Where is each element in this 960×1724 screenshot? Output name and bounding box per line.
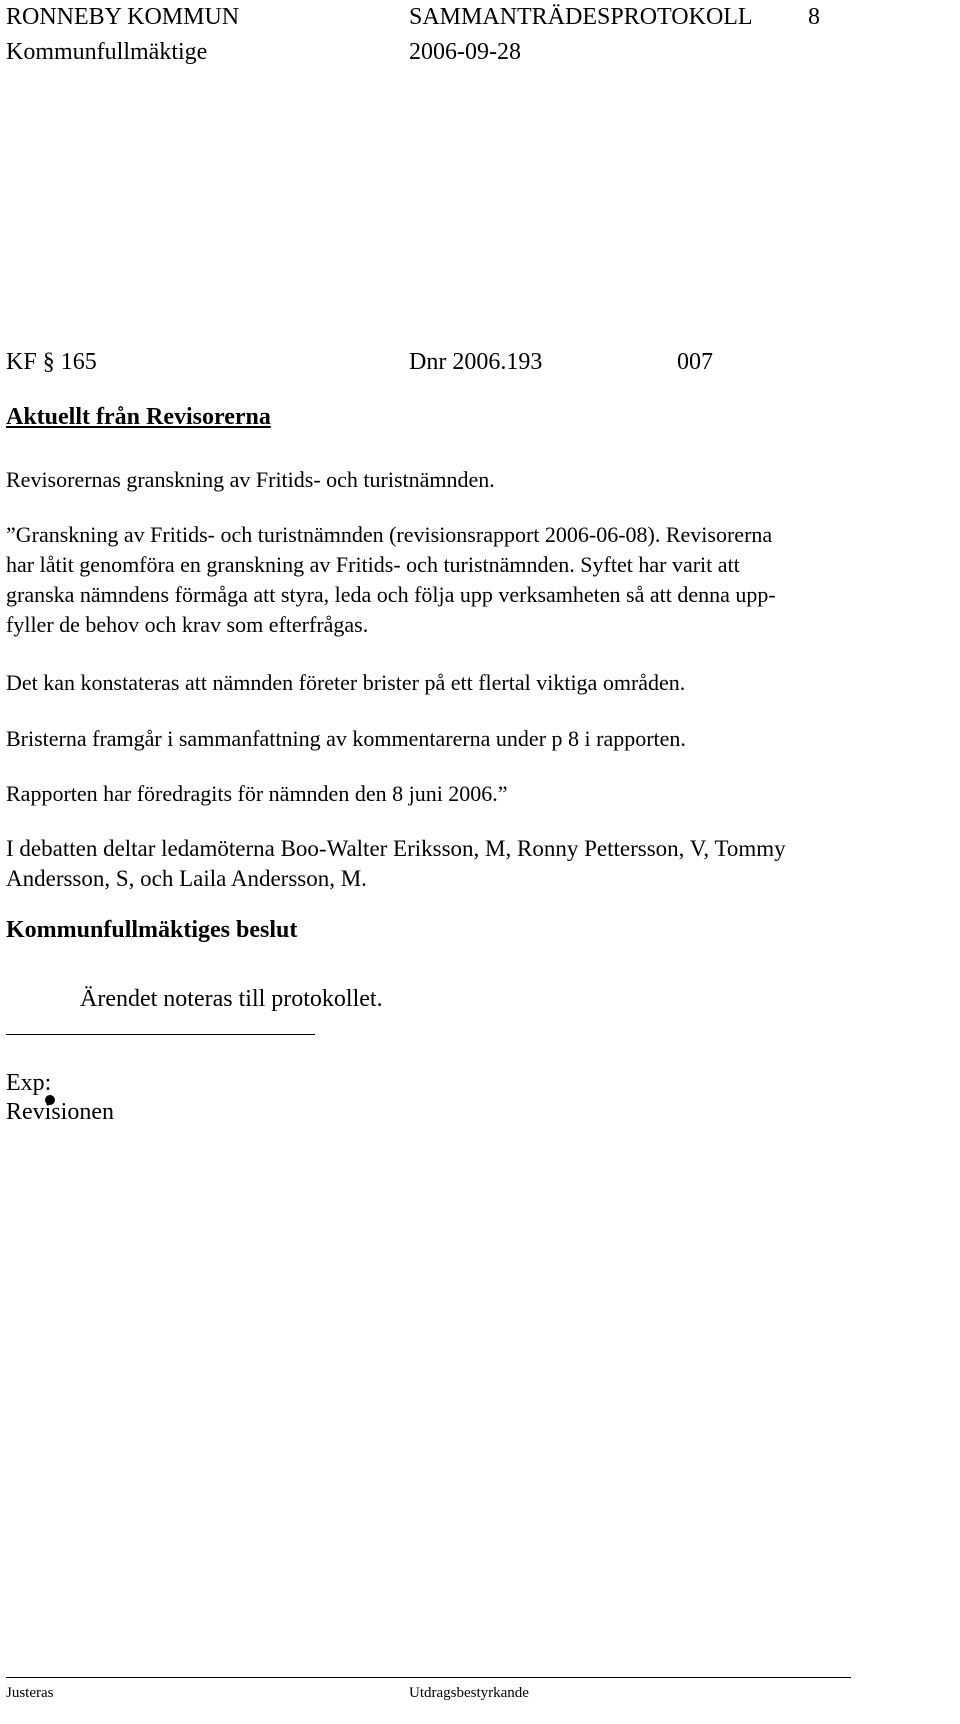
- divider-line: [6, 1034, 315, 1035]
- findings-text: Det kan konstateras att nämnden företer brister på ett flertal viktiga områden.: [6, 670, 686, 695]
- debate-line: Andersson, S, och Laila Andersson, M.: [6, 866, 367, 891]
- section-sign: §: [42, 349, 55, 375]
- dnr-number: Dnr 2006.193: [409, 349, 543, 375]
- case-reference: [6, 347, 97, 377]
- kf-label: KF: [6, 349, 37, 375]
- document-type: SAMMANTRÄDESPROTOKOLL: [409, 4, 753, 30]
- summary-line: har låtit genomföra en granskning av Fritids- och turistnämnden. Syftet har varit att: [6, 552, 740, 577]
- deficiencies-text: Bristerna framgår i sammanfattning av kommentarerna under p 8 i rapporten.: [6, 726, 686, 751]
- municipality-name: RONNEBY KOMMUN: [6, 4, 240, 30]
- presentation-text: Rapporten har föredragits för nämnden den 8 juni 2006.”: [6, 781, 508, 806]
- case-code: 007: [677, 349, 713, 375]
- decision-heading: Kommunfullmäktiges beslut: [6, 917, 298, 943]
- footer-rule: [6, 1677, 851, 1678]
- summary-line: granska nämndens förmåga att styra, leda och följa upp verksamheten så att denna upp-: [6, 582, 776, 607]
- summary-line: fyller de behov och krav som efterfrågas.: [6, 612, 369, 637]
- decision-item: Ärendet noteras till protokollet.: [80, 986, 383, 1012]
- page-number: 8: [808, 4, 820, 30]
- page-title: Aktuellt från Revisorerna: [6, 404, 271, 430]
- intro-text: Revisorernas granskning av Fritids- och turistnämnden.: [6, 467, 495, 492]
- debate-line: I debatten deltar ledamöterna Boo-Walter Eriksson, M, Ronny Pettersson, V, Tommy: [6, 836, 786, 861]
- footer-utdragsbestyrkande: Utdragsbestyrkande: [409, 1685, 529, 1701]
- meeting-date: 2006-09-28: [409, 39, 521, 65]
- debate-paragraph: [6, 834, 946, 894]
- summary-line: ”Granskning av Fritids- och turistnämnden (revisionsrapport 2006-06-08). Revisorerna: [6, 522, 773, 547]
- assembly-name: Kommunfullmäktige: [6, 39, 208, 65]
- footer-justeras: Justeras: [6, 1685, 54, 1701]
- exp-recipient: Revisionen: [6, 1099, 114, 1125]
- summary-paragraph: [6, 520, 946, 640]
- kf-number: 165: [60, 349, 97, 375]
- exp-label: Exp:: [6, 1070, 52, 1096]
